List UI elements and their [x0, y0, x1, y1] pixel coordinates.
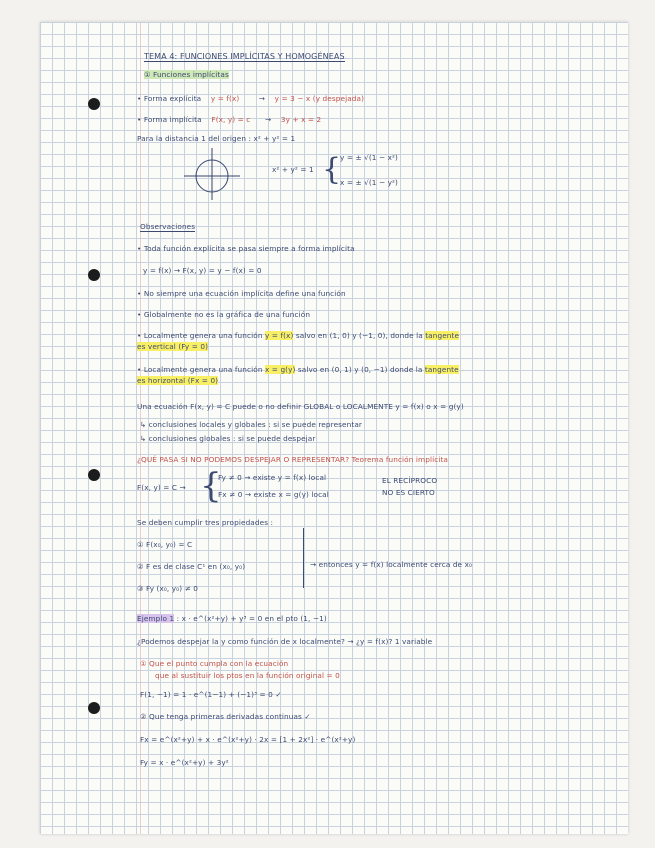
conclusion-line: ↳ conclusiones globales : si se puede despejar: [140, 434, 316, 443]
step-2: ② Que tenga primeras derivadas continuas ✓: [140, 712, 311, 721]
brace: {: [322, 152, 342, 187]
step-1: ① Que el punto cumpla con la ecuación: [140, 659, 289, 668]
page-title: TEMA 4: FUNCIONES IMPLÍCITAS Y HOMOGÉNEAS: [144, 52, 345, 61]
entonces-line: → entonces y = f(x) localmente cerca de x₀: [310, 560, 473, 569]
brace: {: [200, 466, 222, 506]
binder-hole: [88, 469, 100, 481]
theorem-lhs: F(x, y) = C →: [137, 483, 186, 492]
obs-line: • Toda función explícita se pasa siempre a forma implícita: [137, 244, 355, 253]
implicit-form-row: • Forma implícita F(x, y) = c → 3y + x = 2: [137, 115, 322, 124]
fx-derivative: Fx = e^(x²+y) + x · e^(x²+y) · 2x = [1 + 2x²] · e^(x²+y): [140, 735, 356, 744]
properties-intro: Se deben cumplir tres propiedades :: [137, 518, 274, 527]
binder-hole: [88, 269, 100, 281]
theorem-case: Fy ≠ 0 → existe y = f(x) local: [218, 473, 327, 482]
unit-circle-sketch: [182, 146, 242, 202]
property-item: ② F es de clase C¹ en (x₀, y₀): [137, 562, 246, 571]
distance-note: Para la distancia 1 del origen : x² + y² = 1: [137, 134, 296, 143]
example-question: ¿Podemos despejar la y como función de x localmente? → ¿y = f(x)? 1 variable: [137, 637, 433, 646]
step-1-detail: que al sustituir los ptos en la función original = 0: [155, 671, 340, 680]
circle-equation: x² + y² = 1: [272, 165, 314, 174]
circle-explicit-x: x = ± √(1 − y²): [340, 178, 398, 187]
obs-line: es horizontal (Fx = 0): [137, 376, 219, 385]
question-heading: ¿QUÉ PASA SI NO PODEMOS DESPEJAR O REPRESENTAR? Teorema función implícita: [137, 455, 448, 464]
una-ecuacion: Una ecuación F(x, y) = C puede o no definir GLOBAL o LOCALMENTE y = f(x) o x = g(y): [137, 402, 464, 411]
observaciones-heading: Observaciones: [140, 222, 196, 231]
divider: [303, 528, 304, 588]
theorem-note: EL RECÍPROCO: [382, 476, 438, 485]
property-item: ③ Fy (x₀, y₀) ≠ 0: [137, 584, 198, 593]
step-1-calc: F(1, −1) = 1 · e^(1−1) + (−1)³ = 0 ✓: [140, 690, 282, 699]
obs-line: es vertical (Fy = 0): [137, 342, 209, 351]
circle-explicit-y: y = ± √(1 − x²): [340, 153, 398, 162]
obs-line: • Localmente genera una función y = f(x) salvo en (1, 0) y (−1, 0), donde la tangente: [137, 331, 460, 340]
obs-line: • Localmente genera una función x = g(y) salvo en (0, 1) y (0, −1) donde la tangente: [137, 365, 459, 374]
obs-line: y = f(x) → F(x, y) = y − f(x) = 0: [143, 266, 262, 275]
theorem-case: Fx ≠ 0 → existe x = g(y) local: [218, 490, 329, 499]
obs-line: • No siempre una ecuación implícita define una función: [137, 289, 346, 298]
obs-line: • Globalmente no es la gráfica de una función: [137, 310, 311, 319]
theorem-note: NO ES CIERTO: [382, 488, 435, 497]
conclusion-line: ↳ conclusiones locales y globales : si se puede representar: [140, 420, 363, 429]
example-heading: Ejemplo 1 : x · e^(x²+y) + y³ = 0 en el pto (1, −1): [137, 614, 327, 623]
property-item: ① F(x₀, y₀) = C: [137, 540, 193, 549]
explicit-form-row: • Forma explícita y = f(x) → y = 3 − x (y despejada): [137, 94, 365, 103]
fy-derivative: Fy = x · e^(x²+y) + 3y²: [140, 758, 229, 767]
section-heading: ① Funciones implícitas: [144, 70, 229, 79]
binder-hole: [88, 702, 100, 714]
binder-hole: [88, 98, 100, 110]
